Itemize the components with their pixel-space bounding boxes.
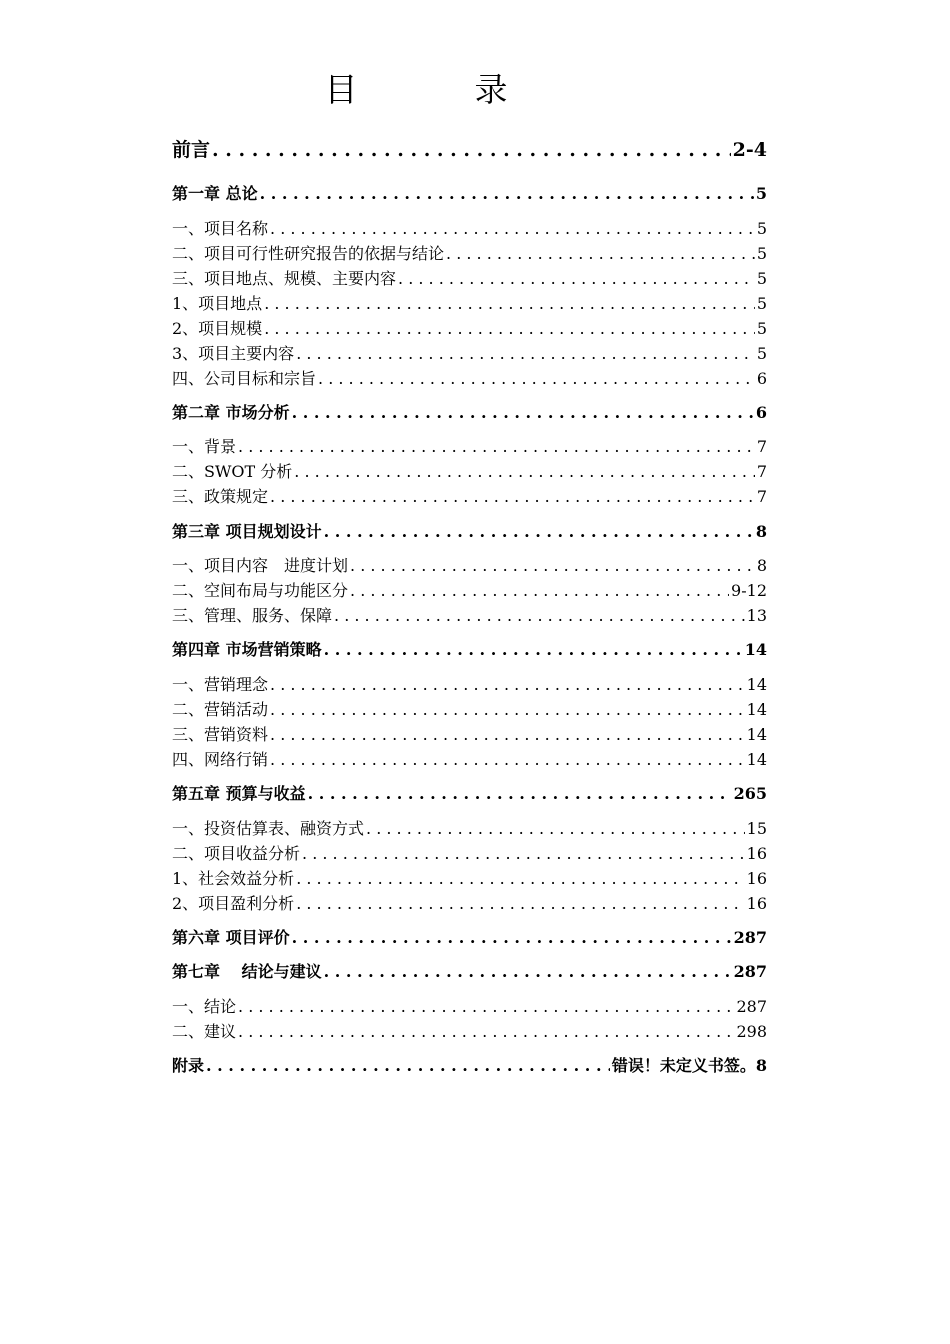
toc-entry-label: 第四章 市场营销策略 (172, 640, 322, 659)
toc-entry-label: 第一章 总论 (172, 184, 258, 203)
toc-entry-page-number: 298 (736, 1022, 767, 1041)
toc-entry[interactable] (172, 893, 767, 915)
toc-dot-leader (296, 343, 755, 365)
toc-entry-label: 第六章 项目评价 (172, 928, 290, 947)
toc-entry-page-number: 16 (746, 894, 767, 913)
toc-dot-leader (318, 368, 755, 390)
toc-entry-label: 附录 (172, 1056, 205, 1075)
toc-dot-leader (270, 218, 755, 240)
toc-entry[interactable] (172, 343, 767, 365)
toc-entry-label: 二、SWOT 分析 (172, 462, 293, 481)
toc-dot-leader (264, 293, 755, 315)
toc-entry[interactable] (172, 749, 767, 771)
toc-entry-page-number: 错误！未定义书签。8 (611, 1056, 767, 1075)
toc-entry-page-number: 287 (733, 928, 767, 947)
toc-entry[interactable] (172, 318, 767, 340)
toc-dot-leader (270, 749, 745, 771)
toc-dot-leader (308, 783, 732, 805)
toc-entry-page-number: 14 (746, 750, 767, 769)
toc-dot-leader (398, 268, 755, 290)
toc-entry-label: 三、政策规定 (172, 487, 269, 506)
toc-entry-label: 1、社会效益分析 (172, 869, 295, 888)
toc-entry-label: 二、建议 (172, 1022, 237, 1041)
toc-entry-label: 3、项目主要内容 (172, 344, 295, 363)
toc-entry-label: 二、项目收益分析 (172, 844, 301, 863)
toc-dot-leader (212, 137, 731, 163)
toc-entry-page-number: 2-4 (732, 139, 767, 161)
toc-dot-leader (446, 243, 755, 265)
toc-entry-page-number: 15 (746, 819, 767, 838)
toc-dot-leader (324, 521, 754, 543)
toc-entry-page-number: 287 (736, 997, 767, 1016)
toc-entry-label: 第二章 市场分析 (172, 403, 290, 422)
toc-entry-page-number: 7 (756, 487, 767, 506)
toc-entry-label: 一、项目名称 (172, 219, 269, 238)
toc-entry-page-number: 7 (756, 462, 767, 481)
toc-dot-leader (294, 461, 755, 483)
toc-entry-label: 一、投资估算表、融资方式 (172, 819, 365, 838)
toc-entry-page-number: 6 (756, 369, 767, 388)
toc-entry[interactable] (172, 368, 767, 390)
toc-entry-page-number: 7 (756, 437, 767, 456)
toc-entry[interactable] (172, 218, 767, 240)
toc-dot-leader (324, 961, 732, 983)
toc-entry[interactable] (172, 580, 767, 602)
toc-entry-label: 一、营销理念 (172, 675, 269, 694)
toc-entry-page-number: 14 (746, 700, 767, 719)
toc-dot-leader (270, 674, 745, 696)
toc-entry[interactable] (172, 783, 767, 805)
toc-entry-page-number: 13 (746, 606, 767, 625)
toc-entry-page-number: 5 (755, 184, 767, 203)
toc-entry-page-number: 6 (755, 403, 767, 422)
toc-entry-label: 2、项目规模 (172, 319, 263, 338)
toc-entry[interactable] (172, 674, 767, 696)
toc-entry[interactable] (172, 243, 767, 265)
toc-entry-page-number: 5 (756, 269, 767, 288)
toc-entry[interactable] (172, 1021, 767, 1043)
toc-entry[interactable] (172, 639, 767, 661)
toc-entry[interactable] (172, 268, 767, 290)
toc-entry-page-number: 8 (756, 556, 767, 575)
toc-entry-label: 二、项目可行性研究报告的依据与结论 (172, 244, 445, 263)
toc-entry-label: 二、营销活动 (172, 700, 269, 719)
toc-entry[interactable] (172, 699, 767, 721)
toc-entry-label: 三、营销资料 (172, 725, 269, 744)
toc-entry-label: 第七章 结论与建议 (172, 962, 322, 981)
toc-dot-leader (302, 843, 745, 865)
toc-entry-label: 一、项目内容 进度计划 (172, 556, 349, 575)
toc-entry-page-number: 16 (746, 844, 767, 863)
toc-entry-page-number: 14 (744, 640, 767, 659)
toc-entry[interactable] (172, 1055, 767, 1077)
toc-dot-leader (292, 927, 732, 949)
toc-entry[interactable] (172, 961, 767, 983)
toc-dot-leader (238, 1021, 734, 1043)
toc-entry-label: 二、空间布局与功能区分 (172, 581, 349, 600)
toc-dot-leader (270, 699, 745, 721)
toc-entry-label: 2、项目盈利分析 (172, 894, 295, 913)
toc-dot-leader (238, 436, 755, 458)
toc-entry[interactable] (172, 436, 767, 458)
toc-dot-leader (270, 724, 745, 746)
toc-entry[interactable] (172, 486, 767, 508)
toc-dot-leader (324, 639, 743, 661)
toc-dot-leader (366, 818, 745, 840)
toc-entry-page-number: 265 (733, 784, 767, 803)
toc-dot-leader (238, 996, 734, 1018)
toc-entry-page-number: 5 (756, 294, 767, 313)
toc-entry-page-number: 287 (733, 962, 767, 981)
toc-entry[interactable] (172, 724, 767, 746)
toc-entry[interactable] (172, 843, 767, 865)
toc-dot-leader (206, 1055, 610, 1077)
toc-entry[interactable] (172, 183, 767, 205)
toc-entry-label: 一、背景 (172, 437, 237, 456)
toc-entry-label: 三、管理、服务、保障 (172, 606, 333, 625)
toc-entry-page-number: 14 (746, 725, 767, 744)
toc-dot-leader (296, 868, 744, 890)
toc-dot-leader (296, 893, 744, 915)
toc-entry-label: 一、结论 (172, 997, 237, 1016)
toc-entry[interactable] (172, 137, 767, 163)
toc-entry-page-number: 14 (746, 675, 767, 694)
toc-entry[interactable] (172, 818, 767, 840)
toc-entry-page-number: 5 (756, 219, 767, 238)
toc-entry-label: 第五章 预算与收益 (172, 784, 306, 803)
toc-entry[interactable] (172, 461, 767, 483)
toc-dot-leader (260, 183, 754, 205)
toc-entry[interactable] (172, 868, 767, 890)
toc-entry-label: 第三章 项目规划设计 (172, 522, 322, 541)
toc-entry-label: 三、项目地点、规模、主要内容 (172, 269, 397, 288)
toc-entry[interactable] (172, 555, 767, 577)
toc-entry[interactable] (172, 293, 767, 315)
toc-entry-label: 前言 (172, 139, 211, 161)
toc-entry-page-number: 16 (746, 869, 767, 888)
toc-entry[interactable] (172, 996, 767, 1018)
page-title: 目 录 (324, 70, 550, 109)
toc-entry[interactable] (172, 402, 767, 424)
toc-dot-leader (292, 402, 754, 424)
toc-entry-label: 1、项目地点 (172, 294, 263, 313)
toc-entry[interactable] (172, 927, 767, 949)
toc-entry-page-number: 5 (756, 244, 767, 263)
toc-entry-label: 四、网络行销 (172, 750, 269, 769)
toc-dot-leader (264, 318, 755, 340)
toc-entry-page-number: 8 (755, 522, 767, 541)
toc-dot-leader (350, 580, 729, 602)
toc-dot-leader (334, 605, 745, 627)
toc-dot-leader (270, 486, 755, 508)
toc-dot-leader (350, 555, 755, 577)
toc-entry-page-number: 9-12 (731, 581, 767, 600)
toc-entry-label: 四、公司目标和宗旨 (172, 369, 317, 388)
toc-entry[interactable] (172, 605, 767, 627)
toc-entry-page-number: 5 (756, 319, 767, 338)
toc-entry-page-number: 5 (756, 344, 767, 363)
toc-entry[interactable] (172, 521, 767, 543)
